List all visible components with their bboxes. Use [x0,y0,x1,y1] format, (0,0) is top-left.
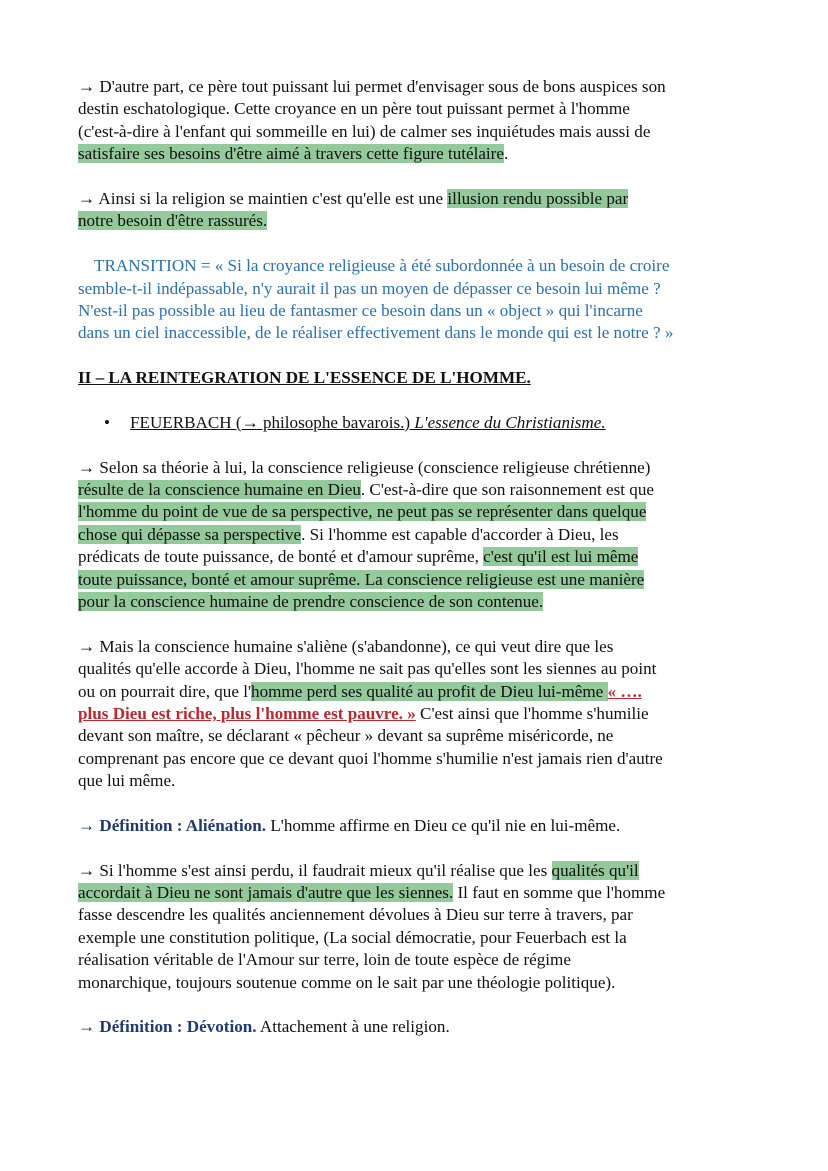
transition-paragraph: TRANSITION = « Si la croyance religieuse à été subordonnée à un besoin de croire semble-t-il indépassable, n'y aurait il pas un moyen de dépasser ce besoin lui même ? N'est-il pas possible au lieu de fantasmer ce besoin dans un « object » qui l'incarne dans un ciel inaccessible, de le réaliser effectivement dans le monde qui est le notre ? » [78,256,674,343]
arrow-icon: → [78,860,96,880]
highlighted-text: l'homme du point de vue de sa perspective, ne peut pas se représenter dans quelque [78,502,647,522]
highlighted-text: accordait à Dieu ne sont jamais d'autre que les siennes. [78,883,454,903]
highlighted-text: c'est qu'il est lui même [483,547,639,567]
quote-red: plus Dieu est riche, plus l'homme est pauvre. » [78,703,416,723]
bullet-icon: • [104,412,110,432]
highlighted-text: notre besoin d'être rassurés. [78,211,268,231]
bullet-list [78,412,768,434]
paragraph-reintegration: → Si l'homme s'est ainsi perdu, il faudrait mieux qu'il réalise que les qualités qu'il accordait à Dieu ne sont jamais d'autre que les siennes. Il faut en somme que l'homme fasse descendre les qualités anciennement dévolues à Dieu sur terre à travers, par exemple une constitution politique, (La social démocratie, pour Feuerbach est la réalisation véritable de l'Amour sur terre, loin de toute espèce de régime monarchique, toujours soutenue comme on le sait par une théologie politique). [78,860,666,992]
arrow-icon: → [78,188,96,208]
definition-alienation: → Définition : Aliénation. L'homme affirme en Dieu ce qu'il nie en lui-même. [78,815,621,835]
document-page [78,76,768,1061]
paragraph-eschatology: → D'autre part, ce père tout puissant lui permet d'envisager sous de bons auspices son destin eschatologique. Cette croyance en un père tout puissant permet à l'homme (c'est-à-dire à l'enfant qui sommeille en lui) de calmer ses inquiétudes mais aussi de satisfaire ses besoins d'être aimé à travers cette figure tutélaire. [78,77,666,164]
arrow-icon: → [78,636,96,656]
highlighted-text: résulte de la conscience humaine en Dieu [78,480,361,500]
highlighted-text: satisfaire ses besoins d'être aimé à travers cette figure tutélaire [78,144,504,164]
list-item: • FEUERBACH (→ philosophe bavarois.) L'essence du Christianisme. [78,412,768,434]
paragraph-illusion: → Ainsi si la religion se maintien c'est qu'elle est une illusion rendu possible par notre besoin d'être rassurés. [78,188,629,231]
arrow-icon: → [78,457,96,477]
highlighted-text: toute puissance, bonté et amour suprême. La conscience religieuse est une manière [78,569,645,589]
definition-term: → Définition : Dévotion. [78,1017,257,1037]
highlighted-text: homme perd ses qualité au profit de Dieu lui-même [251,681,608,701]
arrow-icon: → [78,77,96,96]
book-title: L'essence du Christianisme. [414,412,606,432]
highlighted-text: pour la conscience humaine de prendre conscience de son contenue. [78,592,544,611]
definition-devotion: → Définition : Dévotion. Attachement à une religion. [78,1017,450,1037]
highlighted-text: chose qui dépasse sa perspective [78,524,302,544]
definition-term: → Définition : Aliénation. [78,815,267,835]
quote-red: « …. [607,681,642,701]
section-heading: II – LA REINTEGRATION DE L'ESSENCE DE L'HOMME. [78,368,531,388]
highlighted-text: illusion rendu possible par [447,188,629,208]
highlighted-text: qualités qu'il [551,860,639,880]
paragraph-feuerbach-theory: → Selon sa théorie à lui, la conscience religieuse (conscience religieuse chrétienne) résulte de la conscience humaine en Dieu. C'est-à-dire que son raisonnement est que l'homme du point de vue de sa perspective, ne peut pas se représenter dans quelque chose qui dépasse sa perspective. Si l'homme est capable d'accorder à Dieu, les prédicats de toute puissance, de bonté et d'amour suprême, c'est qu'il est lui même toute puissance, bonté et amour suprême. La conscience religieuse est une manière pour la conscience humaine de prendre conscience de son contenue. [78,457,654,611]
paragraph-alienation: → Mais la conscience humaine s'aliène (s'abandonne), ce qui veut dire que les qualités qu'elle accorde à Dieu, l'homme ne sait pas qu'elles sont les siennes au point ou on pourrait dire, que l'homme perd ses qualité au profit de Dieu lui-même « …. plus Dieu est riche, plus l'homme est pauvre. » C'est ainsi que l'homme s'humilie devant son maître, se déclarant « pêcheur » devant sa suprême miséricorde, ne comprenant pas encore que ce devant quoi l'homme s'humilie n'est jamais rien d'autre que lui même. [78,636,663,791]
